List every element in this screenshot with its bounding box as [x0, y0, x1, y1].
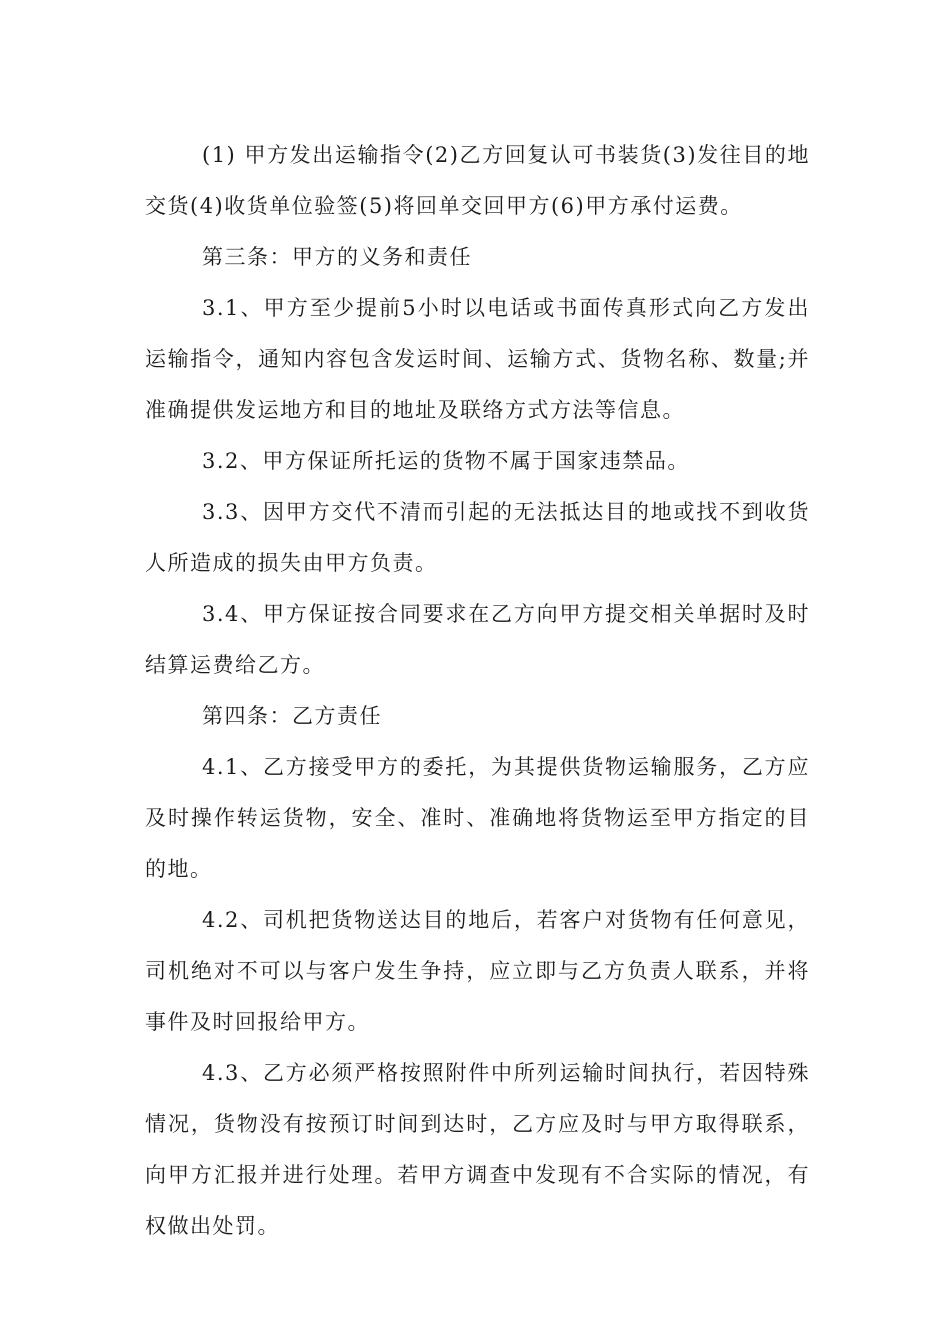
- paragraph-transport-procedure: (1) 甲方发出运输指令(2)乙方回复认可书装货(3)发往目的地交货(4)收货单位验签(5)将回单交回甲方(6)甲方承付运费。: [145, 143, 810, 218]
- paragraph-3-3: 3.3、因甲方交代不清而引起的无法抵达目的地或找不到收货人所造成的损失由甲方负责。: [145, 500, 810, 575]
- paragraph-4-2: 4.2、司机把货物送达目的地后，若客户对货物有任何意见，司机绝对不可以与客户发生争持，应立即与乙方负责人联系，并将事件及时回报给甲方。: [145, 908, 810, 1034]
- paragraph-3-2: 3.2、甲方保证所托运的货物不属于国家违禁品。: [202, 449, 690, 473]
- paragraph-4-3: 4.3、乙方必须严格按照附件中所列运输时间执行，若因特殊情况，货物没有按预订时间到达时，乙方应及时与甲方取得联系，向甲方汇报并进行处理。若甲方调查中发现有不合实际的情况，有权做出处罚。: [145, 1061, 810, 1238]
- document-body: [145, 130, 810, 1252]
- paragraph-4-1: 4.1、乙方接受甲方的委托，为其提供货物运输服务，乙方应及时操作转运货物，安全、准时、准确地将货物运至甲方指定的目的地。: [145, 755, 810, 881]
- heading-article-3: 第三条：甲方的义务和责任: [202, 245, 472, 269]
- paragraph-3-1: 3.1、甲方至少提前5小时以电话或书面传真形式向乙方发出运输指令，通知内容包含发运时间、运输方式、货物名称、数量;并准确提供发运地方和目的地址及联络方式方法等信息。: [145, 296, 810, 422]
- paragraph-3-4: 3.4、甲方保证按合同要求在乙方向甲方提交相关单据时及时结算运费给乙方。: [145, 602, 810, 677]
- heading-article-4: 第四条：乙方责任: [202, 704, 382, 728]
